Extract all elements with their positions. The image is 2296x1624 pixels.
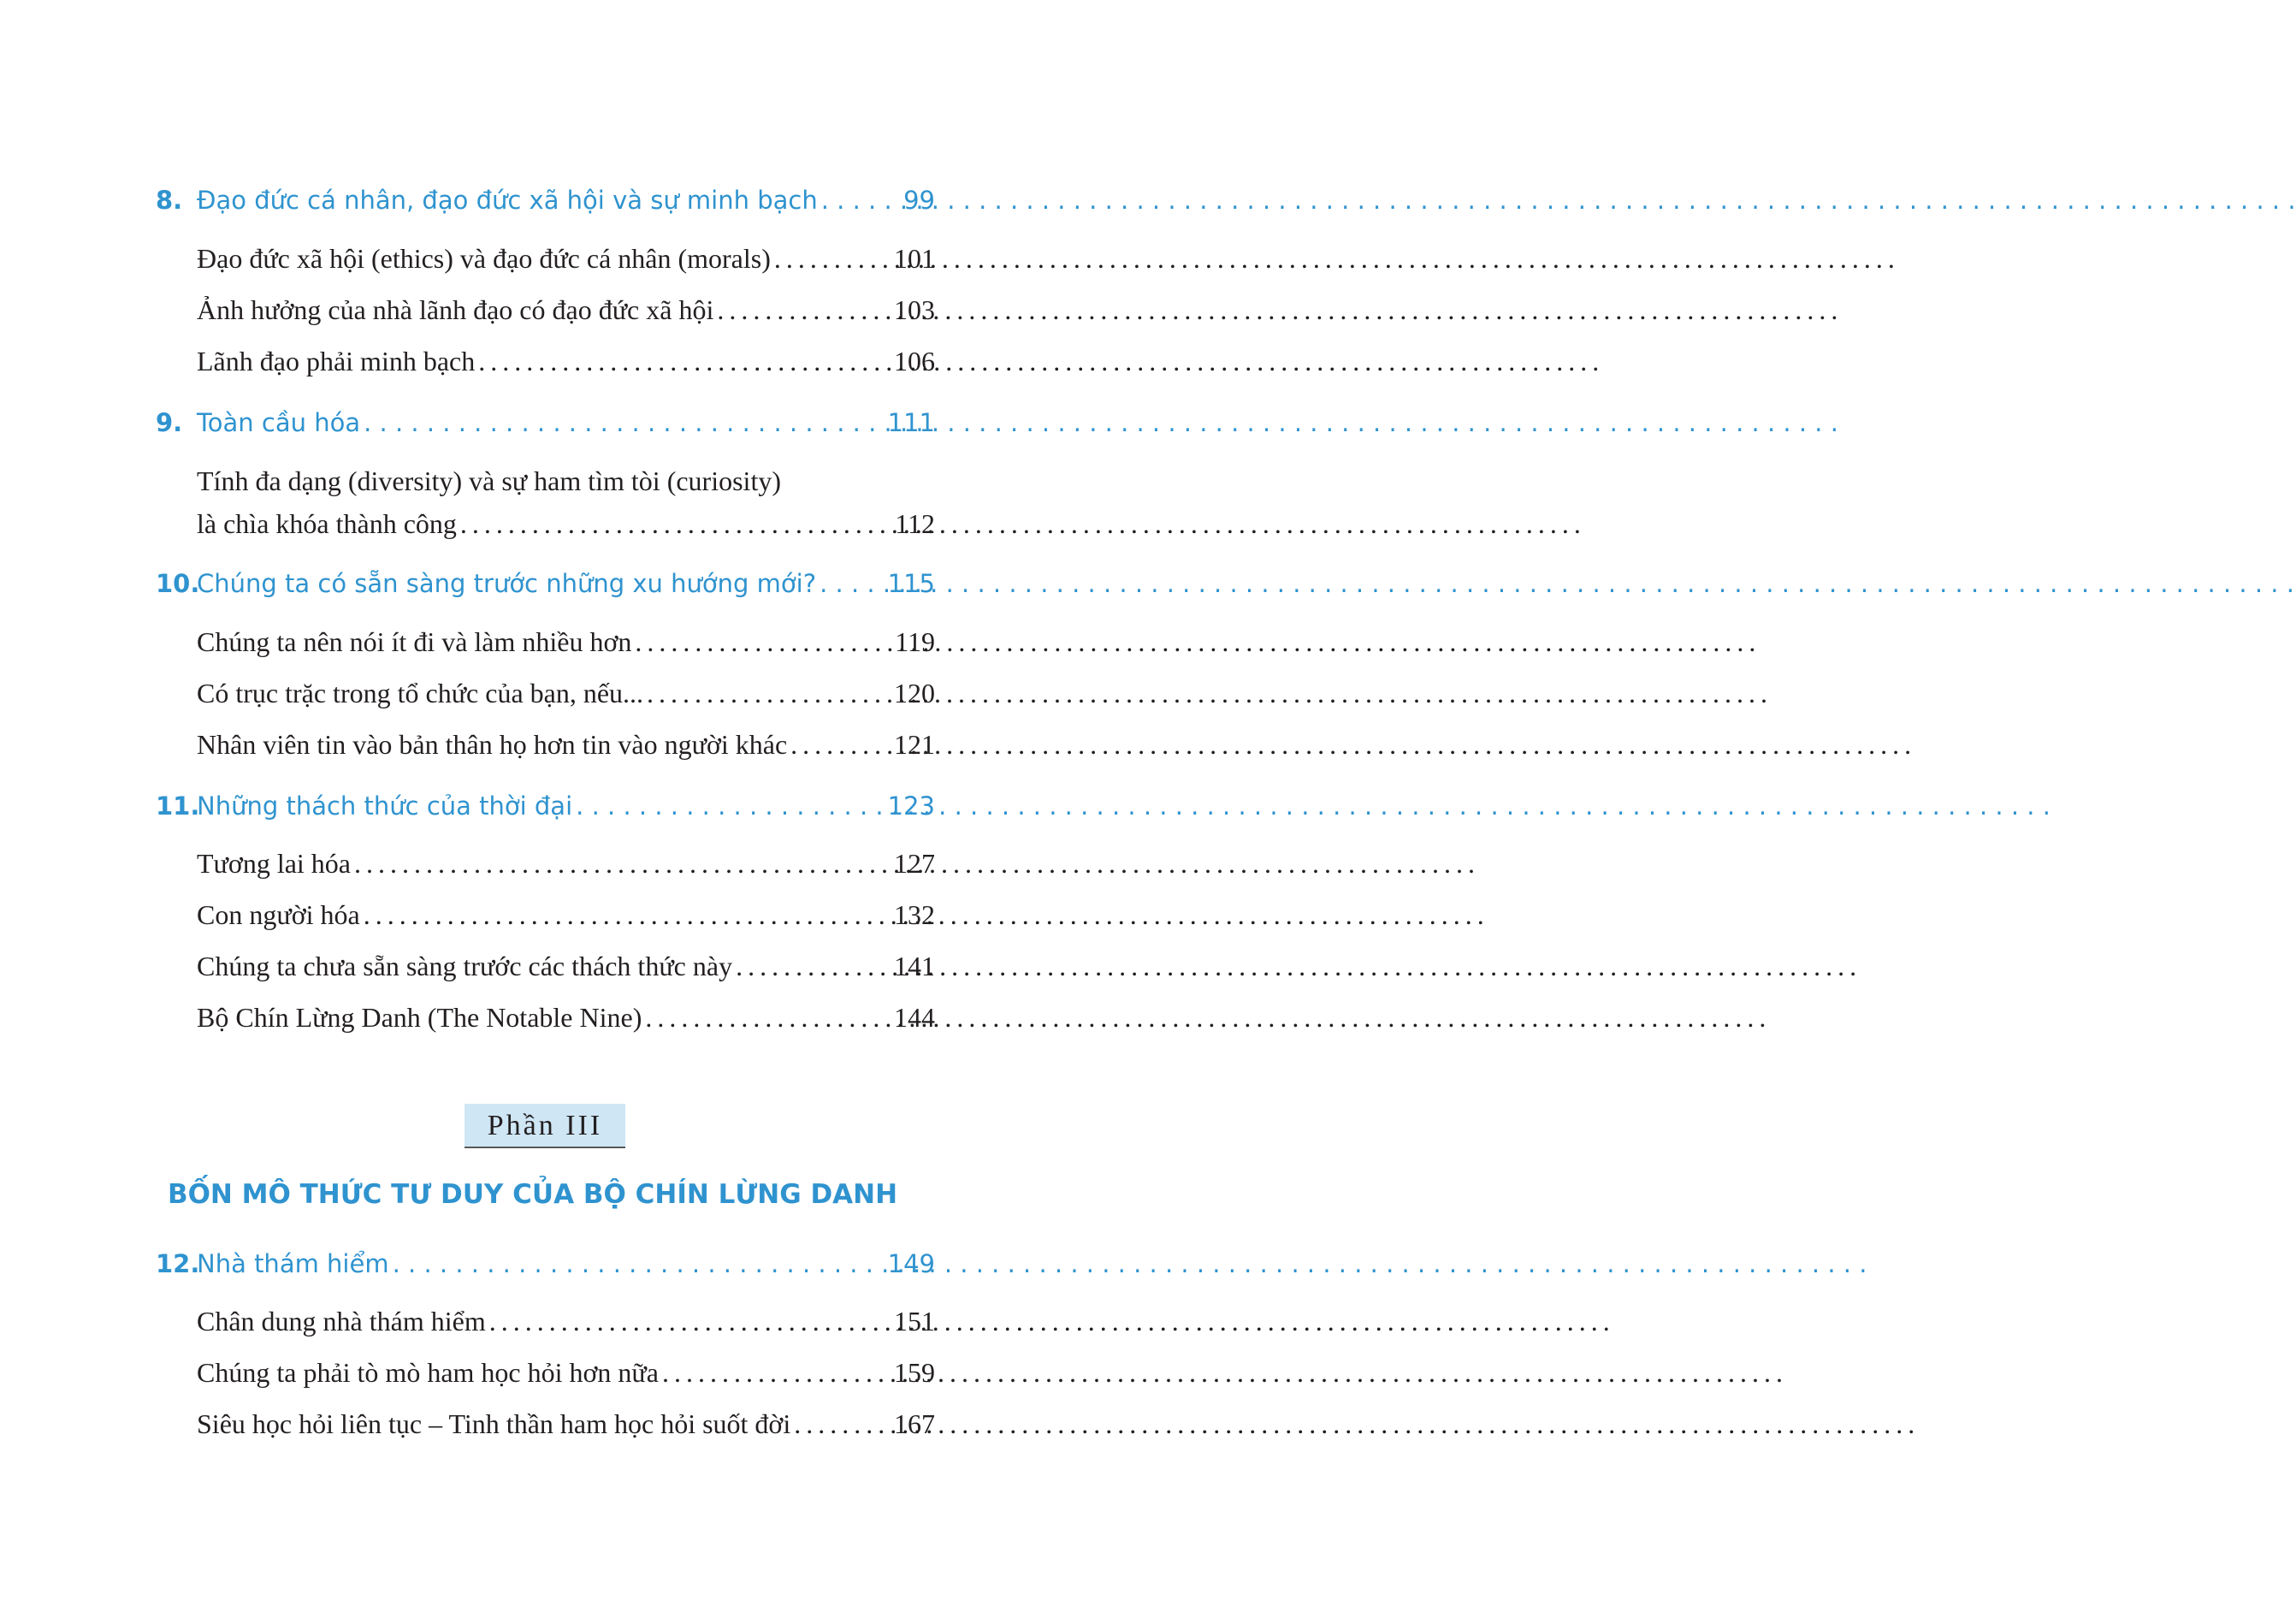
entry-title: là chìa khóa thành công [197,508,457,539]
chapter-title: Đạo đức cá nhân, đạo đức xã hội và sự minh bạch [197,186,818,215]
part-label: Phần III [465,1104,625,1148]
page-number: 103 [894,294,935,325]
leader-dots [717,294,891,326]
page-number: 101 [894,243,935,274]
page-number: 151 [894,1306,935,1337]
toc-entry[interactable] [0,729,1065,767]
leader-dots [774,243,891,275]
entry-title: Đạo đức xã hội (ethics) và đạo đức cá nhân (morals) [197,243,771,274]
entry-title: Siêu học hỏi liên tục – Tinh thần ham học hỏi suốt đời [197,1408,791,1439]
entry-title: Bộ Chín Lừng Danh (The Notable Nine) [197,1002,642,1033]
leader-dots [364,408,885,437]
entry-title: Chúng ta phải tò mò ham học hỏi hơn nữa [197,1357,659,1388]
leader-dots [736,951,891,982]
leader-dots [460,508,891,540]
entry-title: Chúng ta chưa sẵn sàng trước các thách thức này [197,951,733,981]
page-number: 106 [894,346,935,376]
page-number: 119 [895,626,935,657]
leader-dots [635,626,891,658]
leader-dots [820,569,885,598]
entry-title: Có trục trặc trong tổ chức của bạn, nếu... [197,678,644,708]
leader-dots [662,1357,891,1389]
leader-dots [364,899,891,931]
page-number: 112 [895,508,935,539]
page-number: 111 [887,408,935,437]
toc-entry[interactable] [0,1408,1065,1446]
leader-dots [489,1306,891,1337]
toc-chapter-10[interactable] [0,569,1065,607]
leader-dots [647,678,891,709]
leader-dots [794,1408,891,1440]
toc-entry[interactable] [0,1002,1065,1040]
page-number: 127 [894,848,935,879]
page-number: 149 [887,1249,935,1278]
toc-entry[interactable] [0,626,1065,664]
toc-chapter-11[interactable] [0,791,1065,829]
chapter-number: 12. [156,1249,200,1278]
entry-title-line-1: Tính đa dạng (diversity) và sự ham tìm tòi (curiosity) [197,465,781,496]
chapter-number: 9. [156,408,183,437]
toc-entry[interactable] [0,951,1065,988]
page-number: 121 [894,729,935,760]
page-number: 120 [894,678,935,708]
entry-title: Tương lai hóa [197,848,351,879]
page-number: 144 [894,1002,935,1033]
entry-title: Lãnh đạo phải minh bạch [197,346,476,376]
chapter-title: Những thách thức của thời đại [197,791,573,821]
page-number: 123 [887,791,935,821]
leader-dots [790,729,891,761]
toc-entry[interactable] [0,848,1065,886]
leader-dots [821,186,900,215]
leader-dots [645,1002,891,1034]
toc-chapter-9[interactable] [0,408,1065,446]
entry-title: Chúng ta nên nói ít đi và làm nhiều hơn [197,626,632,657]
page-number: 141 [894,951,935,981]
entry-title: Chân dung nhà thám hiểm [197,1306,486,1337]
chapter-number: 10. [156,569,200,598]
entry-title: Ảnh hưởng của nhà lãnh đạo có đạo đức xã hội [197,294,714,325]
chapter-title: Nhà thám hiểm [197,1249,389,1278]
page-number: 159 [894,1357,935,1388]
leader-dots [478,346,891,377]
page-number: 115 [887,569,935,598]
leader-dots [354,848,891,880]
toc-chapter-8[interactable] [0,186,1065,223]
page-number: 167 [894,1408,935,1439]
chapter-number: 8. [156,186,183,215]
toc-entry[interactable] [0,678,1065,715]
page-number: 132 [894,899,935,930]
toc-entry[interactable] [0,294,1065,332]
entry-title: Con người hóa [197,899,360,930]
part-title: BỐN MÔ THỨC TƯ DUY CỦA BỘ CHÍN LỪNG DANH [167,1179,898,1210]
toc-chapter-12[interactable] [0,1249,1065,1287]
chapter-title: Chúng ta có sẵn sàng trước những xu hướng mới? [197,569,817,598]
toc-entry[interactable] [0,1357,1065,1395]
toc-entry[interactable] [0,899,1065,937]
leader-dots [393,1249,885,1278]
toc-entry[interactable] [0,1306,1065,1343]
toc-entry[interactable] [0,346,1065,383]
toc-entry[interactable] [0,465,1065,546]
chapter-title: Toàn cầu hóa [197,408,361,437]
leader-dots [576,791,885,821]
entry-title: Nhân viên tin vào bản thân họ hơn tin vào người khác [197,729,788,760]
table-of-contents-page [0,0,1065,1624]
page-number: 99 [903,186,935,215]
toc-entry[interactable] [0,243,1065,281]
chapter-number: 11. [156,791,200,821]
